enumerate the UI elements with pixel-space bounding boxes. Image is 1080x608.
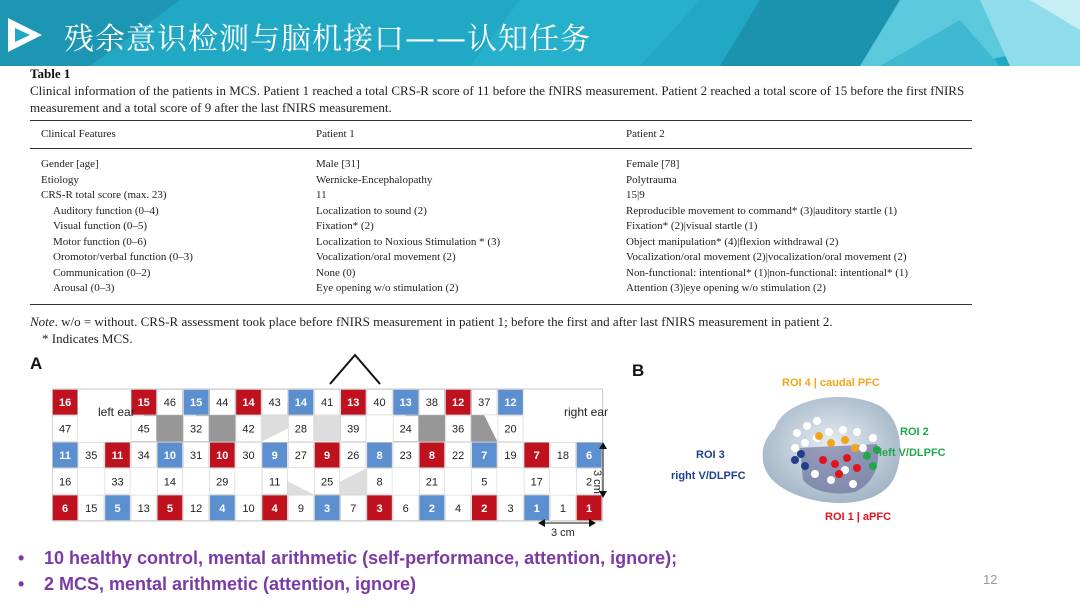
optode-number: 20 <box>504 423 517 436</box>
optode-number: 14 <box>294 397 308 410</box>
optode-number: 23 <box>399 450 412 462</box>
optode-number: 12 <box>451 397 465 410</box>
panel-b-label: B <box>632 361 645 380</box>
table-bottom-rule <box>30 304 972 305</box>
optode-number: 10 <box>242 502 255 515</box>
table-note <box>30 313 833 347</box>
vertical-scale-label: 3 cm <box>591 470 603 494</box>
optode-number: 4 <box>219 502 226 515</box>
optode-number: 8 <box>376 450 383 462</box>
patient-1-cell: Localization to sound (2) <box>316 204 427 217</box>
patient-2-cell: Attention (3)|eye opening w/o stimulation (2) <box>626 282 826 294</box>
horizontal-scale-label: 3 cm <box>551 527 575 539</box>
roi3-title: ROI 3 <box>696 449 725 461</box>
optode-number: 38 <box>425 397 439 410</box>
bullet-item <box>18 545 677 571</box>
optode-number: 2 <box>586 476 593 489</box>
optode-number: 40 <box>373 397 386 410</box>
optode-number: 27 <box>294 450 308 462</box>
optode-number: 6 <box>402 502 409 515</box>
optode-number: 17 <box>530 476 543 489</box>
optode-number: 18 <box>556 450 570 462</box>
table-label: Table 1 <box>30 66 71 81</box>
nose-marker-icon <box>328 352 384 386</box>
note-text: . w/o = without. CRS-R assessment took place before fNIRS measurement in patient 1; before the first and after last fNIRS measurement in patient 2. <box>54 314 833 329</box>
optode-number: 3 <box>507 502 514 515</box>
optode-number: 13 <box>399 397 412 410</box>
bullet-text: 10 healthy control, mental arithmetic (self-performance, attention, ignore); <box>44 548 678 568</box>
optode-number: 9 <box>297 502 304 515</box>
optode-number: 6 <box>62 502 69 515</box>
header-clinical-features: Clinical Features <box>41 128 116 140</box>
patient-1-column <box>316 157 500 297</box>
note-label: Note <box>30 314 55 329</box>
feature-cell: Gender [age] <box>41 158 99 170</box>
patient-1-cell: Fixation* (2) <box>316 220 374 232</box>
patient-2-cell: 15|9 <box>626 189 645 201</box>
optode-number: 1 <box>586 502 593 515</box>
roi1-label: ROI 1 | aPFC <box>825 511 892 523</box>
optode-number: 29 <box>216 476 229 489</box>
patient-2-cell: Polytrauma <box>626 173 677 186</box>
patient-2-column <box>626 157 908 297</box>
patient-1-cell: None (0) <box>316 266 356 279</box>
table-header-rule <box>30 148 972 149</box>
optode-number: 36 <box>451 423 465 436</box>
header-patient-1: Patient 1 <box>316 128 355 140</box>
optode-number: 9 <box>324 450 331 462</box>
panel-a-label: A <box>30 354 43 373</box>
optode-number: 5 <box>114 502 121 515</box>
optode-number: 9 <box>271 450 278 462</box>
optode-number: 13 <box>347 397 360 410</box>
bullet-dot-icon: • <box>18 548 25 568</box>
optode-number: 37 <box>478 397 491 410</box>
optode-number: 12 <box>504 397 517 410</box>
optode-number: 8 <box>428 450 435 462</box>
optode-number: 7 <box>481 450 488 462</box>
optode-number: 14 <box>242 397 255 410</box>
optode-number: 12 <box>189 502 203 515</box>
roi2-subtitle: left V/DLPFC <box>879 447 946 459</box>
optode-number: 2 <box>481 502 488 515</box>
optode-number: 3 <box>324 502 331 515</box>
roi4-label: ROI 4 | caudal PFC <box>782 377 880 389</box>
title-bar <box>0 0 1080 66</box>
optode-number: 19 <box>504 450 517 462</box>
bullet-dot-icon: • <box>18 574 25 594</box>
optode-number: 1 <box>533 502 540 515</box>
roi2-title: ROI 2 <box>900 426 929 438</box>
bullet-text: 2 MCS, mental arithmetic (attention, ignore) <box>44 574 417 594</box>
optode-number: 45 <box>137 423 150 436</box>
optode-number: 21 <box>425 476 439 489</box>
optode-number: 41 <box>320 397 334 410</box>
optode-number: 22 <box>451 450 465 462</box>
bullet-item <box>18 571 677 597</box>
optode-number: 28 <box>294 423 308 436</box>
patient-1-cell: Eye opening w/o stimulation (2) <box>316 282 459 294</box>
optode-number: 6 <box>586 450 593 462</box>
header-patient-2: Patient 2 <box>626 128 665 140</box>
optode-number: 30 <box>242 450 255 462</box>
optode-number: 4 <box>271 502 278 515</box>
optode-number: 34 <box>137 450 150 462</box>
optode-number: 35 <box>85 450 98 462</box>
optode-number: 4 <box>455 502 462 515</box>
optode-number: 26 <box>347 450 360 462</box>
optode-number: 46 <box>163 397 177 410</box>
optode-number: 15 <box>85 502 98 515</box>
optode-number: 10 <box>163 450 177 462</box>
optode-number: 33 <box>111 476 124 489</box>
optode-number: 14 <box>163 476 177 489</box>
optode-number: 2 <box>428 502 435 515</box>
feature-cell: CRS-R total score (max. 23) <box>41 189 167 201</box>
slide-title: 残余意识检测与脑机接口——认知任务 <box>64 22 591 57</box>
optode-number: 3 <box>376 502 383 515</box>
optode-number: 25 <box>320 476 334 489</box>
optode-number: 43 <box>268 397 281 410</box>
features-column <box>41 157 193 297</box>
feature-cell: Motor function (0–6) <box>53 235 147 248</box>
roi3-subtitle: right V/DLPFC <box>671 470 746 482</box>
patient-2-cell: Fixation* (2)|visual startle (1) <box>626 220 758 232</box>
optode-number: 47 <box>58 423 72 436</box>
table-top-rule <box>30 120 972 121</box>
optode-number: 44 <box>216 397 229 410</box>
patient-2-cell: Reproducible movement to command* (3)|auditory startle (1) <box>626 204 898 217</box>
patient-2-cell: Object manipulation* (4)|flexion withdrawal (2) <box>626 235 839 248</box>
optode-number: 8 <box>376 476 383 489</box>
logo-arrow-icon <box>6 16 44 54</box>
optode-number: 13 <box>137 502 150 515</box>
optode-number: 42 <box>242 423 255 436</box>
optode-number: 11 <box>111 450 124 462</box>
patient-2-cell: Non-functional: intentional* (1)|non-functional: intentional* (1) <box>626 266 909 279</box>
feature-cell: Communication (0–2) <box>53 266 151 279</box>
optode-number: 7 <box>350 502 357 515</box>
feature-cell: Etiology <box>41 173 79 186</box>
right-ear-label: right ear <box>564 405 609 419</box>
patient-2-cell: Vocalization/oral movement (2)|vocalization/oral movement (2) <box>626 251 907 263</box>
patient-1-cell: Vocalization/oral movement (2) <box>316 251 456 263</box>
optode-number: 11 <box>59 450 71 462</box>
feature-cell: Visual function (0–5) <box>53 220 148 232</box>
optode-number: 7 <box>533 450 540 462</box>
feature-cell: Arousal (0–3) <box>53 282 115 294</box>
optode-number: 5 <box>481 476 488 489</box>
optode-number: 39 <box>347 423 360 436</box>
feature-cell: Auditory function (0–4) <box>53 204 159 217</box>
optode-number: 15 <box>137 397 150 410</box>
asterisk-note: * Indicates MCS. <box>42 331 133 346</box>
feature-cell: Oromotor/verbal function (0–3) <box>53 251 193 263</box>
table-caption: Clinical information of the patients in MCS. Patient 1 reached a total CRS-R score of 11 before the fNIRS measurement. Patient 2 reached a total score of 15 before the first fNIRS measurement and a total score of 9 after the last fNIRS measurement. <box>30 83 965 115</box>
patient-1-cell: Localization to Noxious Stimulation * (3) <box>316 235 501 248</box>
optode-number: 31 <box>189 450 203 462</box>
left-ear-label: left ear <box>98 405 135 419</box>
page-number: 12 <box>983 572 998 587</box>
patient-1-cell: Male [31] <box>316 158 360 170</box>
optode-number: 24 <box>399 423 412 436</box>
optode-number: 16 <box>58 397 72 410</box>
bullet-list <box>18 545 677 597</box>
optode-number: 1 <box>559 502 566 515</box>
optode-grid <box>52 388 612 544</box>
patient-1-cell: 11 <box>316 189 327 201</box>
patient-2-cell: Female [78] <box>626 158 680 170</box>
optode-number: 32 <box>189 423 203 436</box>
patient-1-cell: Wernicke-Encephalopathy <box>316 173 433 186</box>
optode-number: 15 <box>189 397 203 410</box>
optode-number: 5 <box>166 502 173 515</box>
optode-number: 11 <box>268 476 281 489</box>
optode-number: 16 <box>58 476 72 489</box>
optode-number: 10 <box>216 450 229 462</box>
